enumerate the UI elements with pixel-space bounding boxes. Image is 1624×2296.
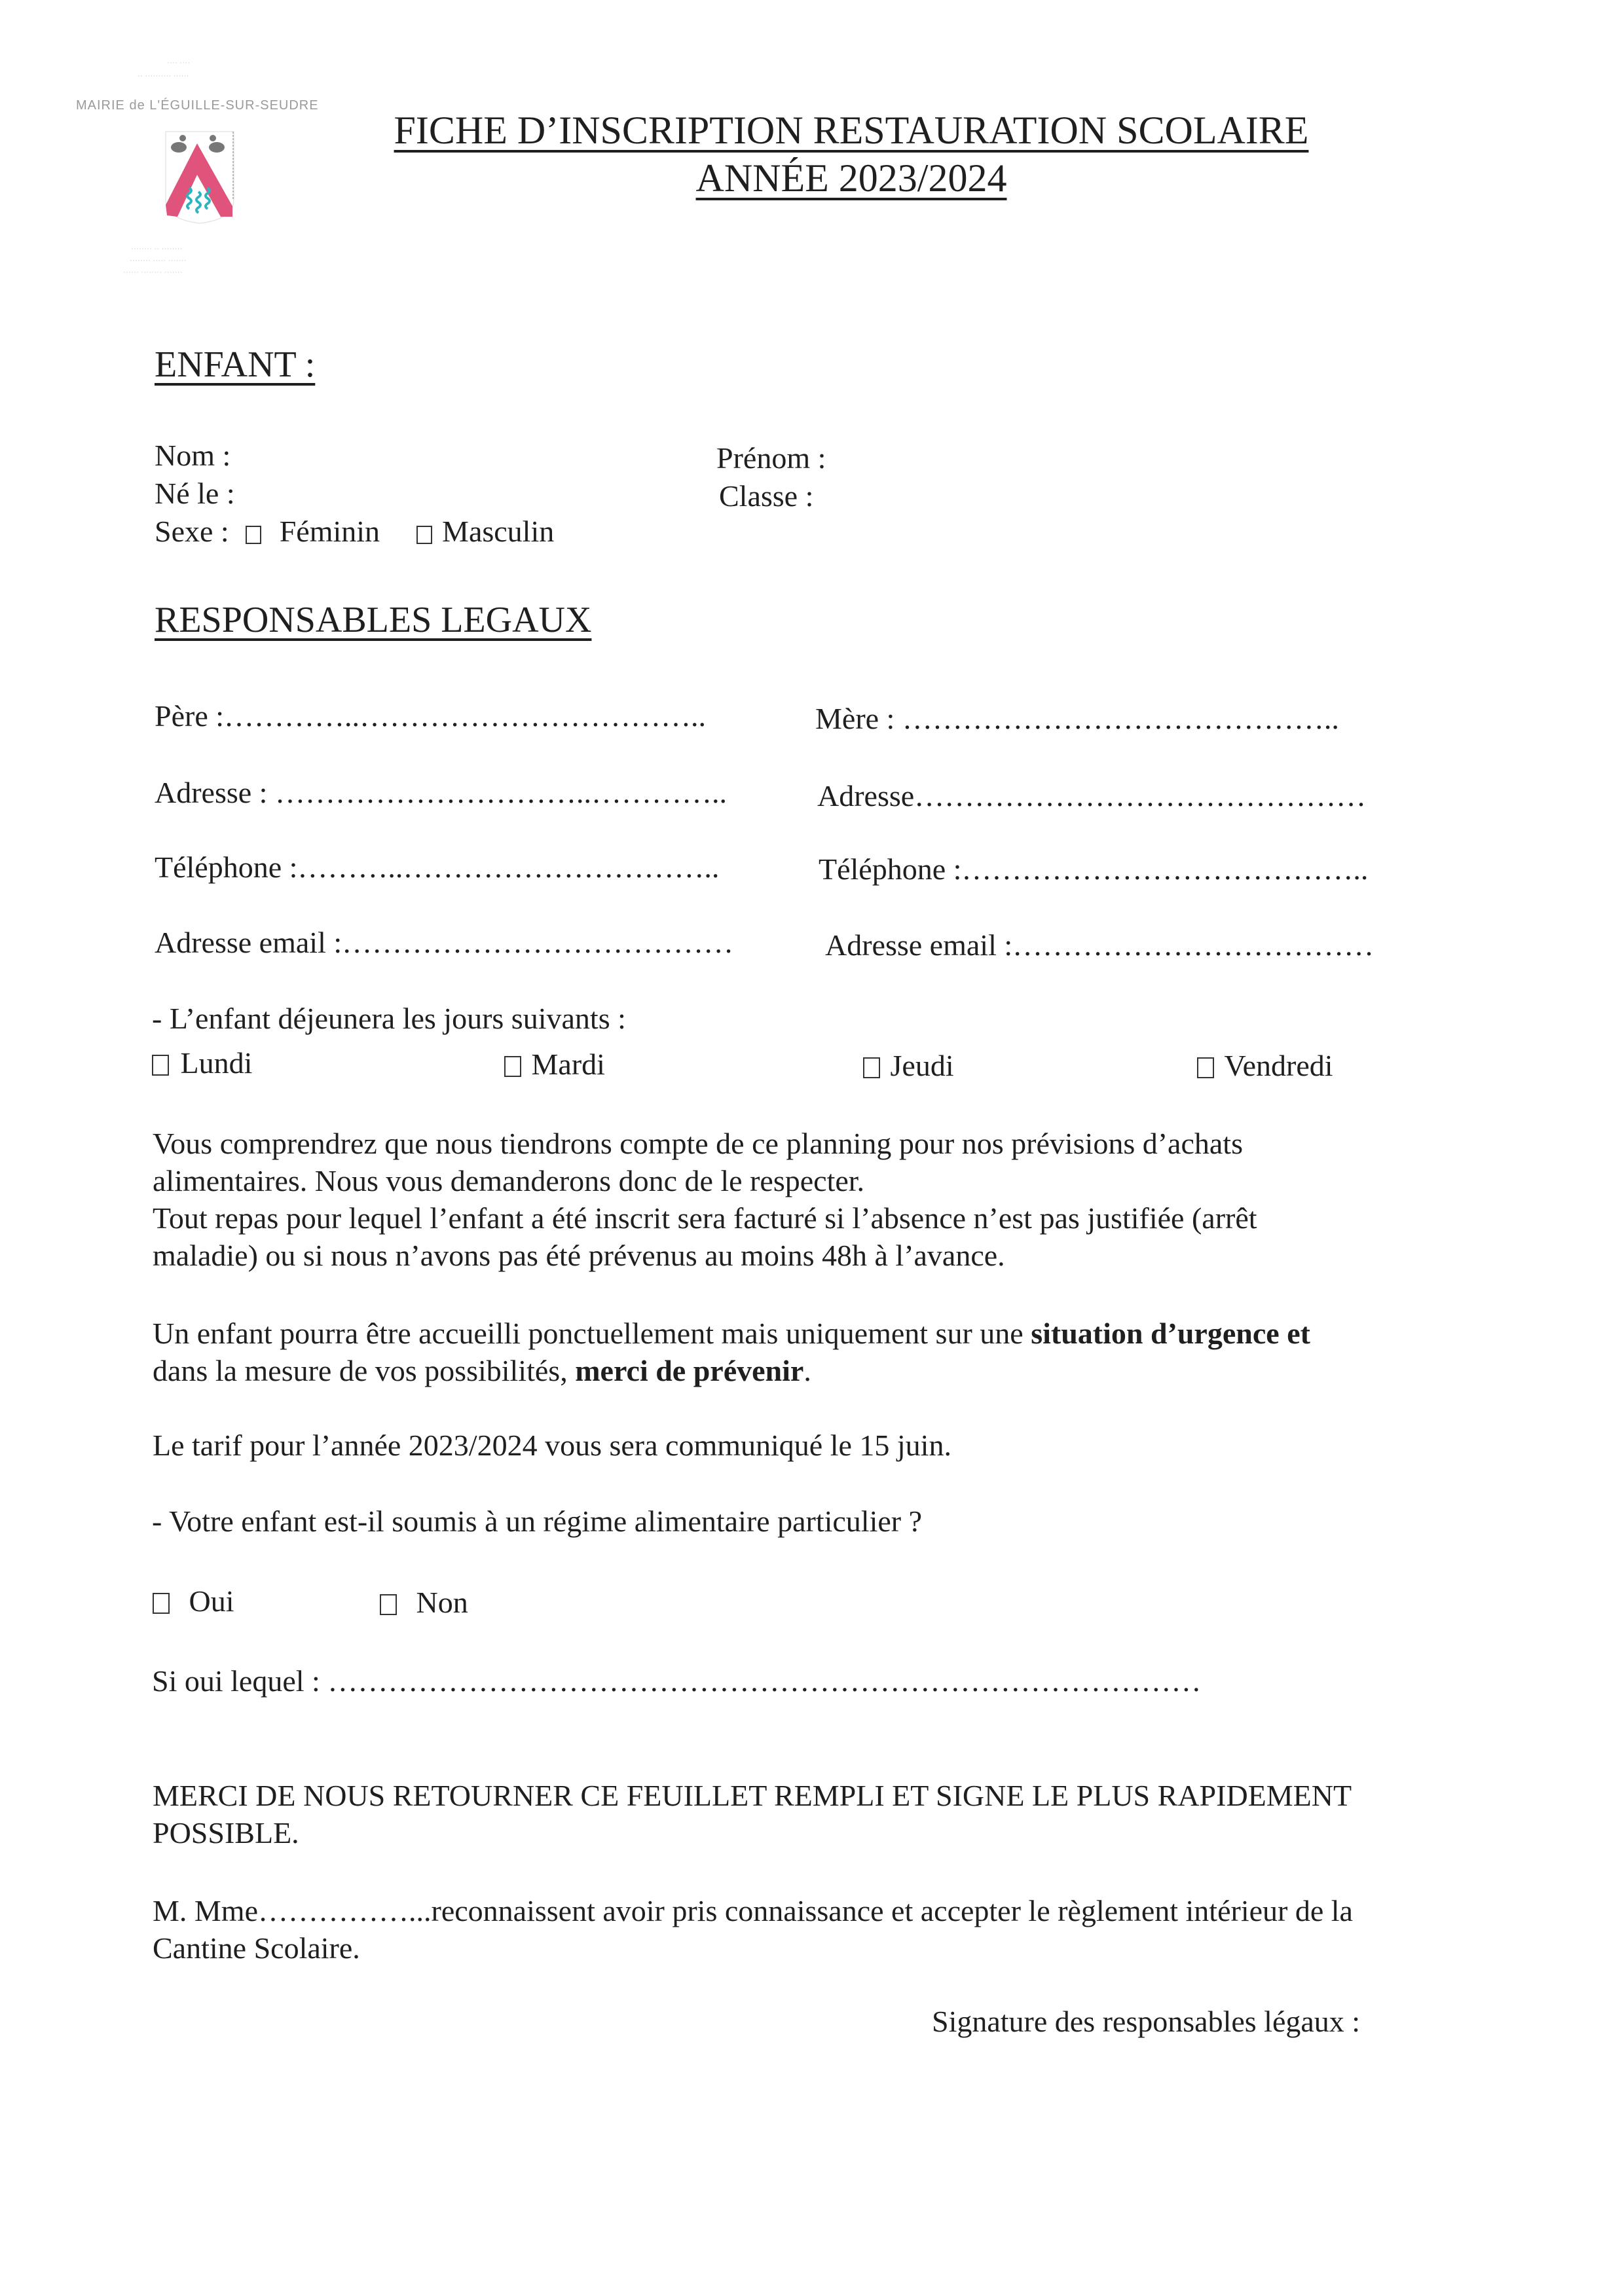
responsables-heading-text: RESPONSABLES LEGAUX <box>155 600 592 640</box>
feminin-checkbox[interactable] <box>246 526 261 544</box>
jour-jeudi[interactable] <box>863 1048 954 1084</box>
jeudi-checkbox[interactable] <box>863 1057 880 1078</box>
vendredi-label: Vendredi <box>1224 1049 1333 1082</box>
reconnaissance-line-1[interactable]: M. Mme……………...reconnaissent avoir pris connaissance et accepter le règlement intérieur de la <box>153 1894 1353 1927</box>
reconnaissance-paragraph <box>153 1892 1449 1967</box>
pere-email-field[interactable]: Adresse email :………………………………… <box>155 926 734 959</box>
feminin-label: Féminin <box>279 515 380 548</box>
logo-bottom-line-2: ········ ····· ······· <box>130 255 187 264</box>
responsables-heading <box>155 599 591 641</box>
urgence-bold-2: merci de prévenir <box>575 1354 804 1387</box>
pere-telephone-field[interactable]: Téléphone :………..………………………….. <box>155 850 720 884</box>
sexe-label: Sexe : <box>155 515 229 548</box>
coat-of-arms-icon <box>160 128 239 226</box>
reconnaissance-line-2: Cantine Scolaire. <box>153 1931 360 1965</box>
mardi-label: Mardi <box>531 1048 605 1081</box>
merci-line-1: MERCI DE NOUS RETOURNER CE FEUILLET REMPLI ET SIGNE LE PLUS RAPIDEMENT <box>153 1779 1352 1812</box>
tarif-text: Le tarif pour l’année 2023/2024 vous sera communiqué le 15 juin. <box>153 1429 951 1462</box>
enfant-heading-text: ENFANT : <box>155 344 316 385</box>
prenom-label[interactable]: Prénom : <box>716 441 826 475</box>
regime-non[interactable] <box>380 1584 468 1621</box>
mairie-label: MAIRIE de L'ÉGUILLE-SUR-SEUDRE <box>76 98 319 113</box>
regime-detail-field[interactable]: Si oui lequel : …………………………………………………………………………… <box>152 1664 1202 1698</box>
masculin-label: Masculin <box>442 515 555 548</box>
sexe-row <box>155 513 554 550</box>
jour-vendredi[interactable] <box>1197 1048 1333 1084</box>
merci-paragraph <box>153 1777 1449 1851</box>
classe-label[interactable]: Classe : <box>719 479 814 513</box>
jeudi-label: Jeudi <box>890 1049 954 1082</box>
mere-field[interactable]: Mère : …………………………………….. <box>815 702 1339 735</box>
title-line-1: FICHE D’INSCRIPTION RESTAURATION SCOLAIRE <box>394 109 1309 152</box>
regime-oui[interactable] <box>153 1583 234 1620</box>
vendredi-checkbox[interactable] <box>1197 1057 1214 1078</box>
planning-line-2: alimentaires. Nous vous demanderons donc de le respecter. <box>153 1164 865 1197</box>
document-title <box>367 108 1336 153</box>
facturation-line-1: Tout repas pour lequel l’enfant a été inscrit sera facturé si l’absence n’est pas justifiée (arrêt <box>153 1201 1257 1235</box>
jours-question: - L’enfant déjeunera les jours suivants : <box>152 1002 626 1035</box>
regime-question: - Votre enfant est-il soumis à un régime alimentaire particulier ? <box>152 1504 923 1538</box>
pere-field[interactable]: Père :…………..…………………………….. <box>155 699 707 733</box>
oui-label: Oui <box>189 1584 234 1618</box>
oui-checkbox[interactable] <box>153 1593 170 1614</box>
logo-bottom-line-1: ········ ·· ········ <box>131 244 183 253</box>
masculin-checkbox[interactable] <box>416 526 432 544</box>
logo-bottom-line-3: ······ ········ ······· <box>123 267 183 276</box>
planning-line-1: Vous comprendrez que nous tiendrons compte de ce planning pour nos prévisions d’achats <box>153 1127 1243 1160</box>
mere-email-field[interactable]: Adresse email :……………………………… <box>825 928 1375 962</box>
urgence-end: . <box>803 1354 811 1387</box>
jour-lundi[interactable] <box>152 1045 252 1082</box>
urgence-text-2: dans la mesure de vos possibilités, <box>153 1354 576 1387</box>
jour-mardi[interactable] <box>504 1046 605 1083</box>
title-line-2: ANNÉE 2023/2024 <box>695 156 1007 200</box>
urgence-bold-1: situation d’urgence et <box>1031 1317 1310 1350</box>
facturation-line-2: maladie) ou si nous n’avons pas été prévenus au moins 48h à l’avance. <box>153 1239 1005 1272</box>
lundi-checkbox[interactable] <box>152 1055 169 1076</box>
urgence-paragraph <box>153 1315 1449 1389</box>
mere-telephone-field[interactable]: Téléphone :………………………………….. <box>819 852 1369 886</box>
non-checkbox[interactable] <box>380 1594 397 1615</box>
pere-adresse-field[interactable]: Adresse : …………………………..………….. <box>155 776 727 809</box>
lundi-label: Lundi <box>180 1046 253 1080</box>
signature-label: Signature des responsables légaux : <box>932 2005 1361 2038</box>
mardi-checkbox[interactable] <box>504 1056 521 1077</box>
logo-top-line-1: ···· ···· <box>167 58 191 67</box>
nom-label[interactable]: Nom : <box>155 439 231 472</box>
merci-line-2: POSSIBLE. <box>153 1816 299 1850</box>
mere-adresse-field[interactable]: Adresse……………………………………… <box>817 779 1367 812</box>
ne-le-label[interactable]: Né le : <box>155 477 235 510</box>
signature-area[interactable] <box>932 2049 1430 2193</box>
enfant-heading <box>155 344 315 386</box>
document-year <box>367 156 1336 201</box>
urgence-text-1: Un enfant pourra être accueilli ponctuellement mais uniquement sur une <box>153 1317 1031 1350</box>
non-label: Non <box>416 1586 468 1619</box>
planning-paragraph <box>153 1125 1449 1274</box>
logo-top-line-2: ·· ·········· ······ <box>138 71 189 80</box>
